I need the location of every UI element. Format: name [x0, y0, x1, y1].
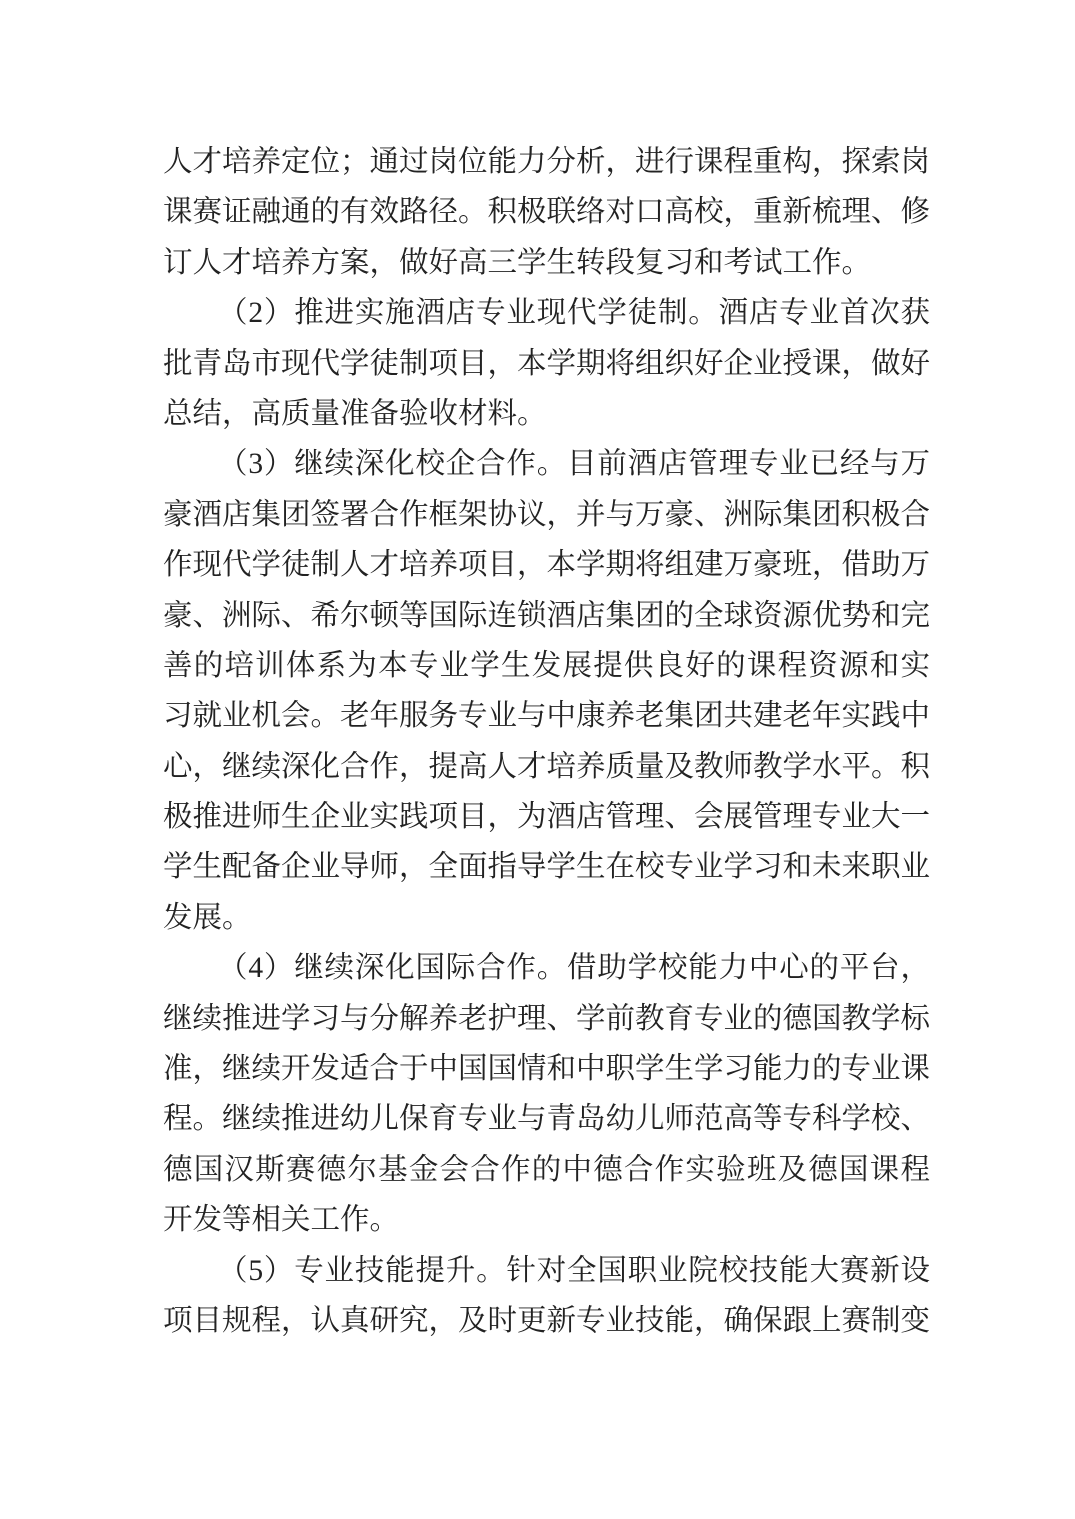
text-line: （5）专业技能提升。针对全国职业院校技能大赛新设 [218, 1254, 930, 1287]
paragraph [163, 288, 930, 439]
text-line: （4）继续深化国际合作。借助学校能力中心的平台， [218, 952, 930, 985]
paragraph [163, 137, 930, 288]
text-line: 豪酒店集团签署合作框架协议，并与万豪、洲际集团积极合 [163, 498, 931, 531]
text-line: 善的培训体系为本专业学生发展提供良好的课程资源和实 [163, 649, 930, 682]
text-line: （2）推进实施酒店专业现代学徒制。酒店专业首次获 [218, 297, 930, 330]
text-line: 课赛证融通的有效路径。积极联络对口高校，重新梳理、修 [163, 196, 931, 229]
text-line: 程。继续推进幼儿保育专业与青岛幼儿师范高等专科学校、 [163, 1103, 931, 1136]
text-line: 项目规程，认真研究，及时更新专业技能，确保跟上赛制变 [163, 1304, 931, 1337]
text-line: 极推进师生企业实践项目，为酒店管理、会展管理专业大一 [163, 801, 931, 834]
text-line: 继续推进学习与分解养老护理、学前教育专业的德国教学标 [163, 1002, 931, 1035]
text-line: 批青岛市现代学徒制项目，本学期将组织好企业授课，做好 [163, 347, 931, 380]
text-line: 学生配备企业导师，全面指导学生在校专业学习和未来职业 [163, 851, 931, 884]
text-line: 德国汉斯赛德尔基金会合作的中德合作实验班及德国课程 [163, 1153, 930, 1186]
paragraph [163, 943, 930, 1245]
text-line: 人才培养定位；通过岗位能力分析，进行课程重构，探索岗 [163, 146, 931, 178]
text-line: 豪、洲际、希尔顿等国际连锁酒店集团的全球资源优势和完 [163, 599, 931, 632]
document-body [163, 137, 930, 1346]
text-line: 发展。 [163, 901, 252, 934]
text-line: 作现代学徒制人才培养项目，本学期将组建万豪班，借助万 [163, 549, 931, 582]
text-line: 开发等相关工作。 [163, 1204, 400, 1237]
text-line: （3）继续深化校企合作。目前酒店管理专业已经与万 [218, 448, 930, 481]
paragraph [163, 1246, 930, 1347]
text-line: 习就业机会。老年服务专业与中康养老集团共建老年实践中 [163, 700, 931, 733]
paragraph [163, 439, 930, 943]
text-line: 心，继续深化合作，提高人才培养质量及教师教学水平。积 [163, 750, 931, 783]
text-line: 准，继续开发适合于中国国情和中职学生学习能力的专业课 [163, 1053, 931, 1086]
text-line: 总结，高质量准备验收材料。 [163, 397, 547, 430]
text-line: 订人才培养方案，做好高三学生转段复习和考试工作。 [163, 246, 872, 279]
